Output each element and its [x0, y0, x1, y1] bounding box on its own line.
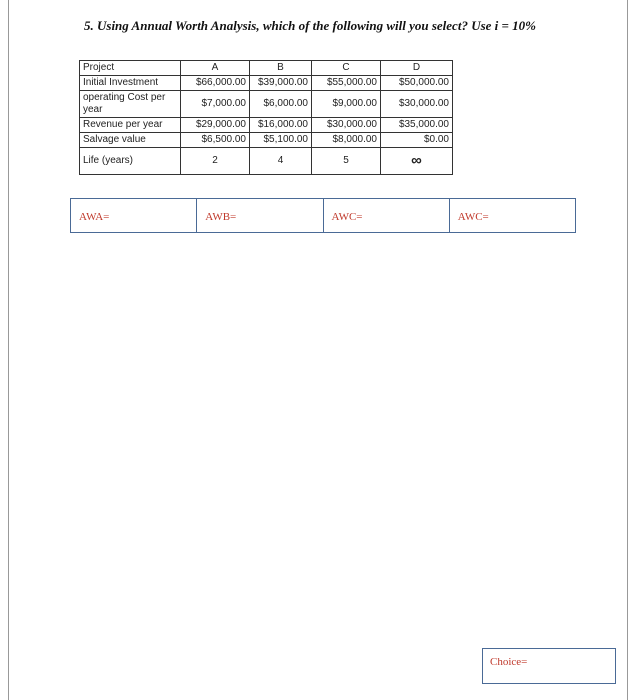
header-cell: Project: [80, 61, 181, 76]
row-label: Salvage value: [80, 133, 181, 148]
cell: $39,000.00: [250, 76, 312, 91]
project-table: [79, 60, 453, 175]
cell: $7,000.00: [181, 91, 250, 118]
cell: $6,500.00: [181, 133, 250, 148]
cell: 2: [181, 148, 250, 175]
header-cell: C: [312, 61, 381, 76]
cell: $16,000.00: [250, 118, 312, 133]
cell: $30,000.00: [312, 118, 381, 133]
row-label: Initial Investment: [80, 76, 181, 91]
answer-aw-a[interactable]: AWA=: [71, 199, 197, 232]
table-row: [80, 133, 453, 148]
table-header-row: [80, 61, 453, 76]
header-cell: A: [181, 61, 250, 76]
answer-boxes: [70, 198, 576, 233]
cell: 4: [250, 148, 312, 175]
table-row: [80, 118, 453, 133]
choice-box[interactable]: Choice=: [482, 648, 616, 684]
header-cell: B: [250, 61, 312, 76]
cell: $6,000.00: [250, 91, 312, 118]
cell: $35,000.00: [381, 118, 453, 133]
table-row: [80, 91, 453, 118]
answer-aw-c[interactable]: AWC=: [324, 199, 450, 232]
cell: ∞: [381, 148, 453, 175]
row-label: Revenue per year: [80, 118, 181, 133]
header-cell: D: [381, 61, 453, 76]
cell: $0.00: [381, 133, 453, 148]
cell: $50,000.00: [381, 76, 453, 91]
answer-aw-d[interactable]: AWC=: [457, 211, 489, 223]
cell: $8,000.00: [312, 133, 381, 148]
answer-aw-b[interactable]: AWB=: [197, 199, 323, 232]
row-label: operating Cost per year: [80, 91, 181, 118]
question-text: 5. Using Annual Worth Analysis, which of the following will you select? Use i = 10%: [84, 18, 537, 33]
table-row: [80, 76, 453, 91]
row-label: Life (years): [80, 148, 181, 175]
cell: $29,000.00: [181, 118, 250, 133]
cell: $30,000.00: [381, 91, 453, 118]
table-row: [80, 148, 453, 175]
cell: $66,000.00: [181, 76, 250, 91]
cell: 5: [312, 148, 381, 175]
cell: $5,100.00: [250, 133, 312, 148]
cell: $9,000.00: [312, 91, 381, 118]
cell: $55,000.00: [312, 76, 381, 91]
